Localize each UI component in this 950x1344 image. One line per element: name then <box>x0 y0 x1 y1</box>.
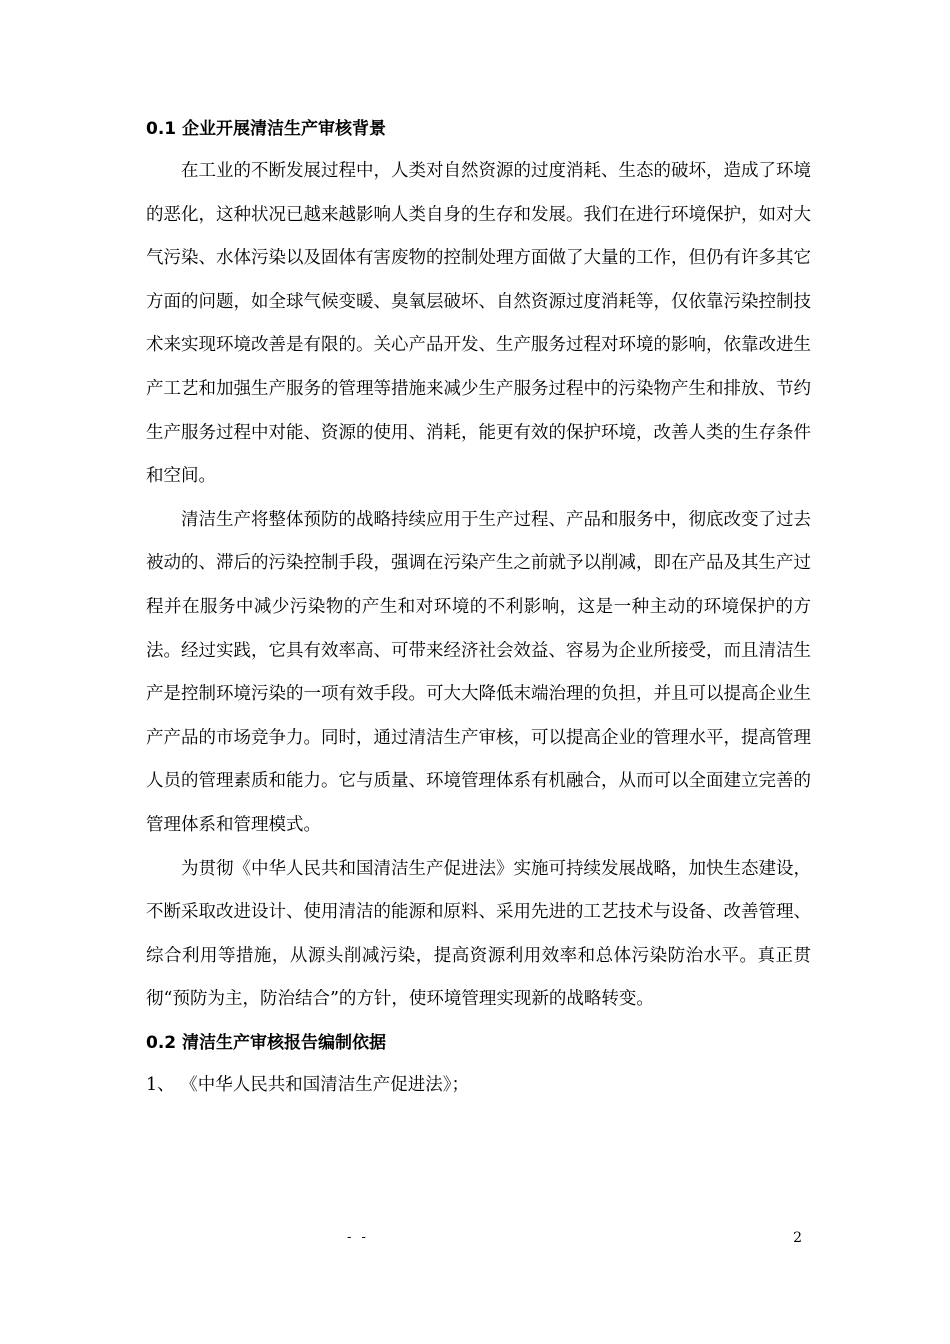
page-content <box>146 108 811 1107</box>
basis-list-item-1: 1、 《中华人民共和国清洁生产促进法》； <box>146 1074 469 1095</box>
paragraph-background-3: 为贯彻《中华人民共和国清洁生产促进法》实施可持续发展战略，加快生态建设，不断采取改进设计、使用清洁的能源和原料、采用先进的工艺技术与设备、改善管理、综合利用等措施，从源头削减污染，提高资源利用效率和总体污染防治水平。真正贯彻“预防为主，防治结合”的方针，使环境管理实现新的战略转变。 <box>146 858 811 1010</box>
paragraph-background-1: 在工业的不断发展过程中，人类对自然资源的过度消耗、生态的破坏，造成了环境的恶化，这种状况已越来越影响人类自身的生存和发展。我们在进行环境保护，如对大气污染、水体污染以及固体有害废物的控制处理方面做了大量的工作，但仍有许多其它方面的问题，如全球气候变暖、臭氧层破坏、自然资源过度消耗等，仅依靠污染控制技术来实现环境改善是有限的。关心产品开发、生产服务过程对环境的影响，依靠改进生产工艺和加强生产服务的管理等措施来减少生产服务过程中的污染物产生和排放、节约生产服务过程中对能、资源的使用、消耗，能更有效的保护环境，改善人类的生存条件和空间。 <box>146 161 811 487</box>
section-heading-basis: 0.2 清洁生产审核报告编制依据 <box>146 1032 387 1053</box>
footer-center-mark: - - <box>347 1230 369 1245</box>
section-heading-background: 0.1 企业开展清洁生产审核背景 <box>146 119 387 139</box>
page-number: 2 <box>793 1230 802 1246</box>
paragraph-background-2: 清洁生产将整体预防的战略持续应用于生产过程、产品和服务中，彻底改变了过去被动的、滞后的污染控制手段，强调在污染产生之前就予以削减，即在产品及其生产过程并在服务中减少污染物的产生和对环境的不利影响，这是一种主动的环境保护的方法。经过实践，它具有效率高、可带来经济社会效益、容易为企业所接受，而且清洁生产是控制环境污染的一项有效手段。可大大降低末端治理的负担，并且可以提高企业生产产品的市场竞争力。同时，通过清洁生产审核，可以提高企业的管理水平，提高管理人员的管理素质和能力。它与质量、环境管理体系有机融合，从而可以全面建立完善的管理体系和管理模式。 <box>146 509 811 835</box>
